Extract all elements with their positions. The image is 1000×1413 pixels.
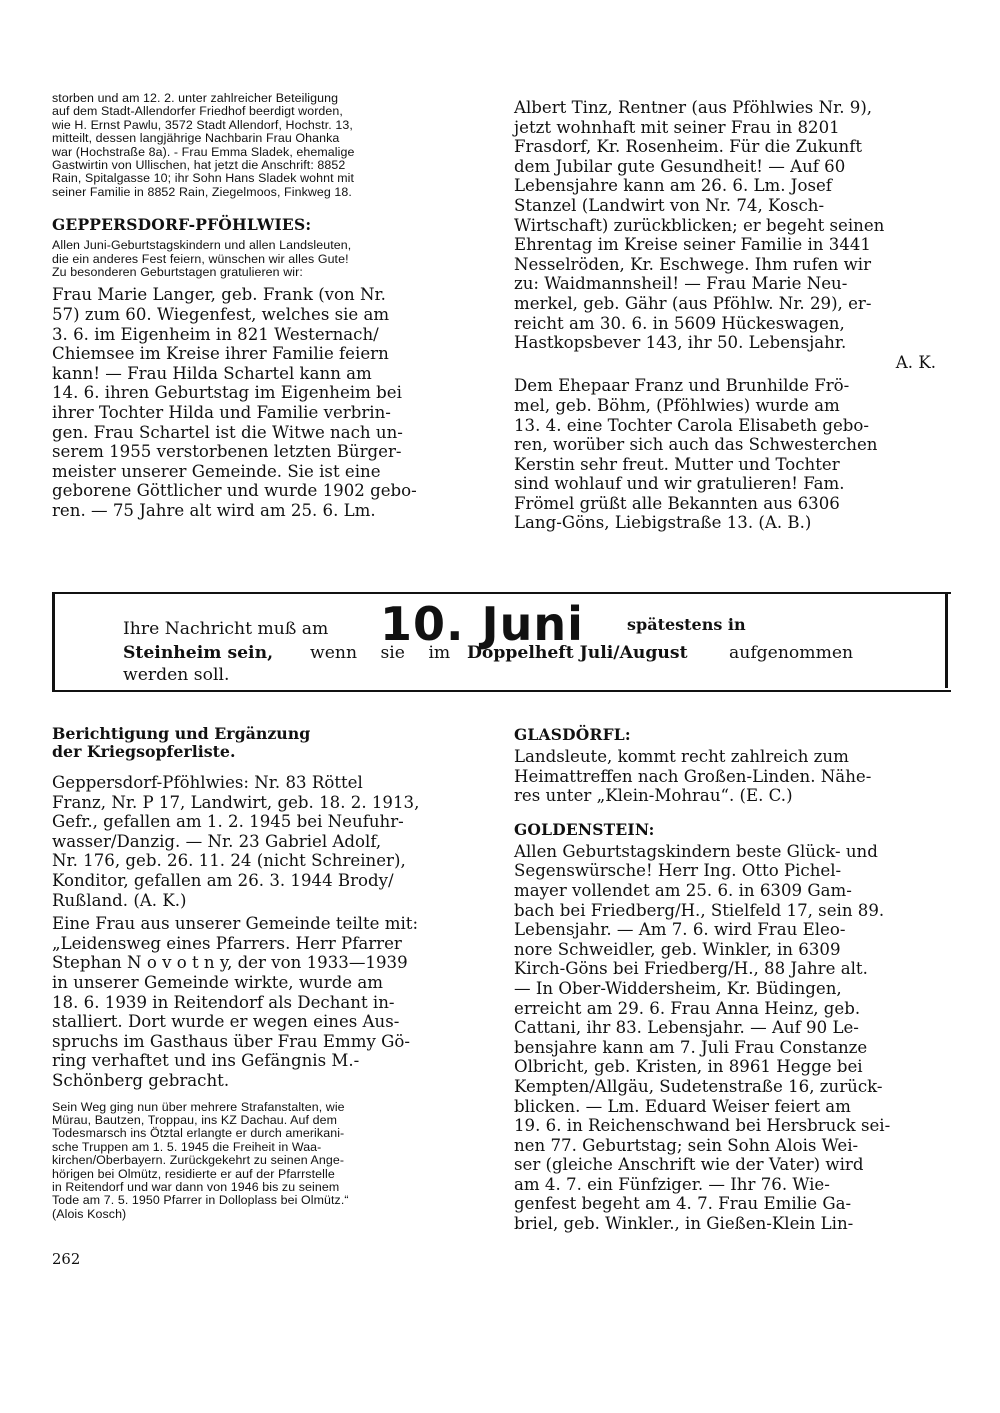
text-line: ring verhaftet und ins Gefängnis M.- [52, 1051, 360, 1071]
left-bottom-para3 [52, 1101, 488, 1222]
text-line: spruchs im Gasthaus über Frau Emmy Gö- [52, 1031, 410, 1051]
text-line: kirchen/Oberbayern. Zurückgekehrt zu seinen Ange- [52, 1153, 345, 1168]
text-line: bensjahre kann am 7. Juli Frau Constanze [514, 1037, 868, 1057]
text-line: Olbricht, geb. Kristen, in 8961 Hegge bei [514, 1057, 863, 1077]
text-line: Allen Juni-Geburtstagskindern und allen Landsleuten, [52, 238, 352, 253]
text-line: Tode am 7. 5. 1950 Pfarrer in Dolloplass bei Olmütz.“ [52, 1193, 349, 1208]
left-top-para2 [52, 285, 488, 520]
text-line: sche Truppen am 1. 5. 1945 die Freiheit in Waa- [52, 1139, 322, 1154]
text-line: ren, worüber sich auch das Schwesterchen [514, 435, 878, 455]
text-line: in unserer Gemeinde wirkte, wurde am [52, 972, 383, 992]
text-line: Cattani, ihr 83. Lebensjahr. — Auf 90 Le- [514, 1018, 859, 1038]
text-line: merkel, geb. Gähr (aus Pföhlw. Nr. 29), er- [514, 293, 872, 313]
text-line: Rußland. (A. K.) [52, 890, 187, 910]
right-top-para1 [514, 98, 950, 372]
banner-issue: Doppelheft Juli/August [467, 643, 688, 663]
text-line: „Leidensweg eines Pfarrers. Herr Pfarrer [52, 933, 402, 953]
text-line: Geppersdorf-Pföhlwies: Nr. 83 Röttel [52, 773, 363, 792]
text-line: briel, geb. Winkler., in Gießen-Klein Lin- [514, 1214, 854, 1234]
text-line: 19. 6. in Reichenschwand bei Hersbruck sei- [514, 1116, 891, 1136]
text-line: Nesselröden, Kr. Eschwege. Ihm rufen wir [514, 254, 872, 274]
text-line: Konditor, gefallen am 26. 3. 1944 Brody/ [52, 870, 394, 890]
banner-text: aufgenommen [729, 643, 854, 663]
text-line: am 4. 7. ein Fünfziger. — Ihr 76. Wie- [514, 1174, 830, 1194]
left-bottom-para1 [52, 773, 488, 910]
banner-text: wenn sie im [310, 643, 451, 663]
page-number: 262 [52, 1251, 81, 1269]
text-line: Ehrentag im Kreise seiner Familie in 3441 [514, 235, 871, 255]
text-line: Mürau, Bautzen, Troppau, ins KZ Dachau. Auf dem [52, 1112, 338, 1127]
text-line: stalliert. Dort wurde er wegen eines Aus- [52, 1012, 400, 1032]
text-line: jetzt wohnhaft mit seiner Frau in 8201 [514, 117, 840, 137]
text-line: die ein anderes Fest feiern, wünschen wir alles Gute! [52, 251, 349, 266]
text-line: Schönberg gebracht. [52, 1070, 230, 1090]
text-line: reicht am 30. 6. in 5609 Hückeswagen, [514, 313, 845, 333]
banner-location: Steinheim sein, [123, 643, 274, 663]
right-top-column [514, 98, 950, 533]
text-line: 57) zum 60. Wiegenfest, welches sie am [52, 305, 390, 325]
text-line: genfest begeht am 4. 7. Frau Emilie Ga- [514, 1194, 852, 1214]
text-line: — In Ober-Widdersheim, Kr. Büdingen, [514, 978, 842, 998]
author-signature: A. K. [895, 352, 936, 372]
text-line: Kirch-Göns bei Friedberg/H., 88 Jahre alt. [514, 959, 868, 979]
text-line: Dem Ehepaar Franz und Brunhilde Frö- [514, 376, 850, 396]
text-line: wie H. Ernst Pawlu, 3572 Stadt Allendorf, Hochstr. 13, [52, 117, 353, 132]
left-top-intro [52, 239, 488, 279]
left-top-column [52, 92, 488, 521]
banner-divider [945, 592, 948, 688]
text-line: Allen Geburtstagskindern beste Glück- und [514, 841, 878, 861]
text-line: Heimattreffen nach Großen-Linden. Nähe- [514, 766, 872, 786]
text-line: Zu besonderen Geburtstagen gratulieren wir: [52, 265, 303, 280]
text-line: war (Hochstraße 8a). - Frau Emma Sladek, ehemalige [52, 144, 355, 159]
text-line: (Alois Kosch) [52, 1206, 127, 1221]
text-line: storben und am 12. 2. unter zahlreicher Beteiligung [52, 91, 339, 105]
text-line: ren. — 75 Jahre alt wird am 25. 6. Lm. [52, 501, 376, 520]
text-line: sind wohlauf und wir gratulieren! Fam. [514, 474, 845, 494]
text-line: res unter „Klein-Mohrau“. (E. C.) [514, 786, 793, 806]
text-line: Hastkopsbever 143, ihr 50. Lebensjahr. [514, 333, 847, 353]
text-line: seiner Familie in 8852 Rain, Ziegelmoos, Finkweg 18. [52, 184, 352, 199]
text-line: 13. 4. eine Tochter Carola Elisabeth gebo- [514, 415, 869, 435]
text-line: kann! — Frau Hilda Schartel kann am [52, 363, 372, 383]
text-line: wasser/Danzig. — Nr. 23 Gabriel Adolf, [52, 831, 382, 851]
text-line: dem Jubilar gute Gesundheit! — Auf 60 [514, 156, 846, 176]
text-line: gen. Frau Schartel ist die Witwe nach un- [52, 422, 403, 442]
text-line: Frasdorf, Kr. Rosenheim. Für die Zukunft [514, 137, 863, 157]
text-line: Chiemsee im Kreise ihrer Familie feiern [52, 344, 389, 364]
text-line: mitteilt, dessen langjährige Nachbarin Frau Ohanka [52, 131, 340, 146]
text-line: zu: Waidmannsheil! — Frau Marie Neu- [514, 274, 848, 294]
right-bottom-para1 [514, 747, 950, 806]
text-line: Segenswürsche! Herr Ing. Otto Pichel- [514, 861, 842, 881]
text-line: mel, geb. Böhm, (Pföhlwies) wurde am [514, 395, 840, 415]
section-heading-glasdoerfl: GLASDÖRFL: [514, 725, 631, 744]
text-line: Kerstin sehr freut. Mutter und Tochter [514, 454, 840, 474]
text-line: serem 1955 verstorbenen letzten Bürger- [52, 442, 402, 462]
text-line: Sein Weg ging nun über mehrere Strafanstalten, wie [52, 1099, 345, 1114]
text-line: 18. 6. 1939 in Reitendorf als Dechant in- [52, 992, 395, 1012]
text-line: auf dem Stadt-Allendorfer Friedhof beerdigt worden, [52, 104, 343, 119]
text-line: Gastwirtin von Ullischen, hat jetzt die Anschrift: 8852 [52, 158, 346, 173]
text-line: Kempten/Allgäu, Sudetenstraße 16, zurück- [514, 1076, 883, 1096]
text-line: 14. 6. ihren Geburtstag im Eigenheim bei [52, 383, 402, 403]
title-line: der Kriegsopferliste. [52, 742, 236, 761]
banner-post-text: spätestens in [627, 615, 746, 634]
right-top-para2 [514, 376, 950, 533]
text-line: Lebensjahr. — Am 7. 6. wird Frau Eleo- [514, 920, 846, 940]
text-line: ihrer Tochter Hilda und Familie verbrin- [52, 403, 391, 423]
text-line: blicken. — Lm. Eduard Weiser feiert am [514, 1096, 851, 1116]
text-line: bach bei Friedberg/H., Stielfeld 17, sein 89. [514, 900, 885, 920]
text-line: Wirtschaft) zurückblicken; er begeht seinen [514, 215, 885, 235]
text-line: Lebensjahre kann am 26. 6. Lm. Josef [514, 176, 832, 196]
text-line: Frau Marie Langer, geb. Frank (von Nr. [52, 285, 386, 305]
text-line: meister unserer Gemeinde. Sie ist eine [52, 461, 381, 481]
text-line: erreicht am 29. 6. Frau Anna Heinz, geb. [514, 998, 861, 1018]
right-bottom-column [514, 725, 950, 1234]
text-line: ser (gleiche Anschrift wie der Vater) wird [514, 1155, 864, 1175]
text-line: Albert Tinz, Rentner (aus Pföhlwies Nr. 9), [514, 98, 873, 117]
text-line: nore Schweidler, geb. Winkler, in 6309 [514, 939, 841, 959]
text-line: Lang-Göns, Liebigstraße 13. (A. B.) [514, 513, 812, 533]
text-line: Todesmarsch ins Ötztal erlangte er durch amerikani- [52, 1126, 345, 1141]
left-bottom-para2 [52, 914, 488, 1090]
text-line: Stephan N o v o t n y, der von 1933—1939 [52, 953, 408, 973]
text-line: in Reitendorf und war dann von 1946 bis zu seinem [52, 1179, 340, 1194]
title-line: Berichtigung und Ergänzung [52, 724, 311, 743]
text-line: geborene Göttlicher und wurde 1902 gebo- [52, 481, 417, 501]
deadline-banner [52, 592, 951, 692]
text-line: mayer vollendet am 25. 6. in 6309 Gam- [514, 880, 852, 900]
left-top-para1 [52, 92, 488, 199]
right-bottom-para2 [514, 842, 950, 1234]
banner-text: werden soll. [123, 665, 230, 685]
text-line: Franz, Nr. P 17, Landwirt, geb. 18. 2. 1913, [52, 792, 420, 812]
section-title-berichtigung [52, 725, 488, 761]
banner-pre-text: Ihre Nachricht muß am [123, 619, 329, 639]
text-line: Stanzel (Landwirt von Nr. 74, Kosch- [514, 195, 825, 215]
text-line: 3. 6. im Eigenheim in 821 Westernach/ [52, 324, 379, 344]
left-bottom-column [52, 725, 488, 1269]
text-line: Rain, Spitalgasse 10; ihr Sohn Hans Sladek wohnt mit [52, 171, 355, 186]
section-heading-geppersdorf: GEPPERSDORF-PFÖHLWIES: [52, 215, 312, 235]
text-line: Frömel grüßt alle Bekannten aus 6306 [514, 493, 840, 513]
text-line: Landsleute, kommt recht zahlreich zum [514, 747, 849, 766]
text-line: Eine Frau aus unserer Gemeinde teilte mit: [52, 914, 419, 934]
section-heading-goldenstein: GOLDENSTEIN: [514, 819, 655, 839]
text-line: nen 77. Geburtstag; sein Sohn Alois Wei- [514, 1135, 859, 1155]
text-line: Nr. 176, geb. 26. 11. 24 (nicht Schreiner), [52, 851, 406, 871]
text-line: hörigen bei Olmütz, residierte er auf der Pfarrstelle [52, 1166, 335, 1181]
text-line: Gefr., gefallen am 1. 2. 1945 bei Neufuhr- [52, 812, 404, 832]
banner-deadline-date: 10. Juni [380, 597, 584, 651]
